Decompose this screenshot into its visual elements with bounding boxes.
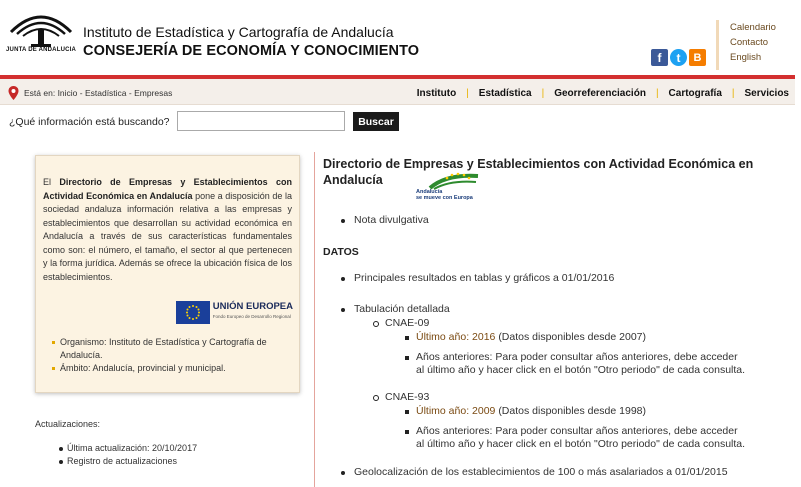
eu-logo [176, 301, 293, 324]
main-nav: Instituto | Estadística | Georreferenciación | Cartografía | Servicios [416, 88, 789, 99]
info-box [35, 155, 300, 393]
nota-divulgativa-link[interactable]: Nota divulgativa [354, 214, 429, 226]
info-description: El Directorio de Empresas y Establecimientos con Actividad Económica en Andalucía pone a disposición de la sociedad andaluza información relativa a las empresas y establecimientos que desarrollan su actividad económica en Andalucía a través de sus características fundamentales como son: el número, el tamaño, el sector al que pertenecen y la forma jurídica. Además se ofrece la ubicación física de los establecimientos. [43, 177, 293, 282]
andalucia-europa-logo [416, 172, 480, 204]
search-input[interactable] [177, 111, 345, 131]
search-label: ¿Qué información está buscando? [9, 116, 170, 128]
breadcrumb [24, 88, 172, 98]
nav-instituto[interactable]: Instituto [416, 88, 457, 99]
geolocalizacion-link[interactable]: Geolocalización de los establecimientos de 100 o más asalariados a 01/01/2015 [354, 466, 728, 478]
eu-title: UNIÓN EUROPEA [212, 301, 293, 312]
eu-subtitle: Fondo Europeo de Desarrollo Regional [212, 314, 291, 319]
tabulacion-detallada: Tabulación detallada [354, 303, 450, 315]
updates-registry-link[interactable]: Registro de actualizaciones [67, 455, 197, 468]
cnae09-ultimo-link[interactable]: Último año: 2016 [416, 331, 496, 343]
location-pin-icon [8, 86, 19, 100]
cnae09-anteriores-line-1: Años anteriores: Para poder consultar años anteriores, debe acceder [416, 351, 738, 363]
calendar-link[interactable]: Calendario [730, 22, 776, 33]
blogger-icon[interactable]: B [689, 49, 706, 66]
nav-servicios[interactable]: Servicios [744, 88, 789, 99]
cnae93-ultimo-item [416, 405, 646, 417]
social-links [651, 49, 706, 66]
last-update: Última actualización: 20/10/2017 [67, 443, 198, 453]
updates-title: Actualizaciones: [35, 419, 101, 429]
principales-resultados-link[interactable]: Principales resultados en tablas y gráficos a 01/01/2016 [354, 272, 615, 284]
nav-cartografia[interactable]: Cartografía [668, 88, 722, 99]
contact-link[interactable]: Contacto [730, 37, 769, 48]
cnae09-label: CNAE-09 [385, 317, 430, 329]
andalucia-logo-line-2: se mueve con Europa [416, 195, 473, 201]
page-title: Directorio de Empresas y Establecimientos con Actividad Económica en Andalucía [323, 157, 754, 187]
breadcrumb-prefix: Está en: [24, 88, 56, 98]
info-organismo: Organismo: Instituto de Estadística y Cartografía de Andalucía. [54, 336, 294, 362]
info-ambito: Ámbito: Andalucía, provincial y municipal. [54, 362, 294, 375]
cnae09-anteriores-line-2: al último año y hacer click en el botón "Otro periodo" de cada consulta. [416, 364, 746, 376]
cnae93-anteriores-line-2: al último año y hacer click en el botón "Otro periodo" de cada consulta. [416, 438, 746, 450]
cnae09-ultimo-item [416, 331, 646, 343]
cnae09-ultimo-note: (Datos disponibles desde 2007) [498, 331, 646, 343]
cnae93-ultimo-link[interactable]: Último año: 2009 [416, 405, 496, 417]
institute-title[interactable]: Instituto de Estadística y Cartografía de Andalucía [83, 24, 394, 40]
facebook-icon[interactable]: f [651, 49, 668, 66]
cnae93-anteriores-line-1: Años anteriores: Para poder consultar años anteriores, debe acceder [416, 425, 738, 437]
info-list [54, 336, 294, 375]
cnae93-ultimo-note: (Datos disponibles desde 1998) [498, 405, 646, 417]
nav-row [0, 79, 795, 105]
nav-georreferenciacion[interactable]: Georreferenciación [554, 88, 646, 99]
top-links [716, 20, 776, 70]
search-button[interactable]: Buscar [353, 112, 399, 131]
logo-caption: JUNTA DE ANDALUCIA [6, 47, 77, 53]
english-link[interactable]: English [730, 52, 762, 63]
breadcrumb-path[interactable]: Inicio - Estadística - Empresas [57, 88, 173, 98]
directory-name: Directorio de Empresas y Establecimientos con Actividad Económica en Andalucía [43, 177, 292, 201]
nav-estadistica[interactable]: Estadística [478, 88, 532, 99]
content-divider [314, 152, 315, 487]
cnae93-label: CNAE-93 [385, 391, 430, 403]
andalucia-logo-line-1: Andalucía [416, 189, 443, 195]
consejeria-title[interactable]: CONSEJERÍA DE ECONOMÍA Y CONOCIMIENTO [83, 43, 420, 59]
eu-flag-icon [176, 301, 210, 324]
datos-heading: DATOS [323, 246, 359, 258]
twitter-icon[interactable]: t [670, 49, 687, 66]
updates-list [67, 442, 197, 468]
